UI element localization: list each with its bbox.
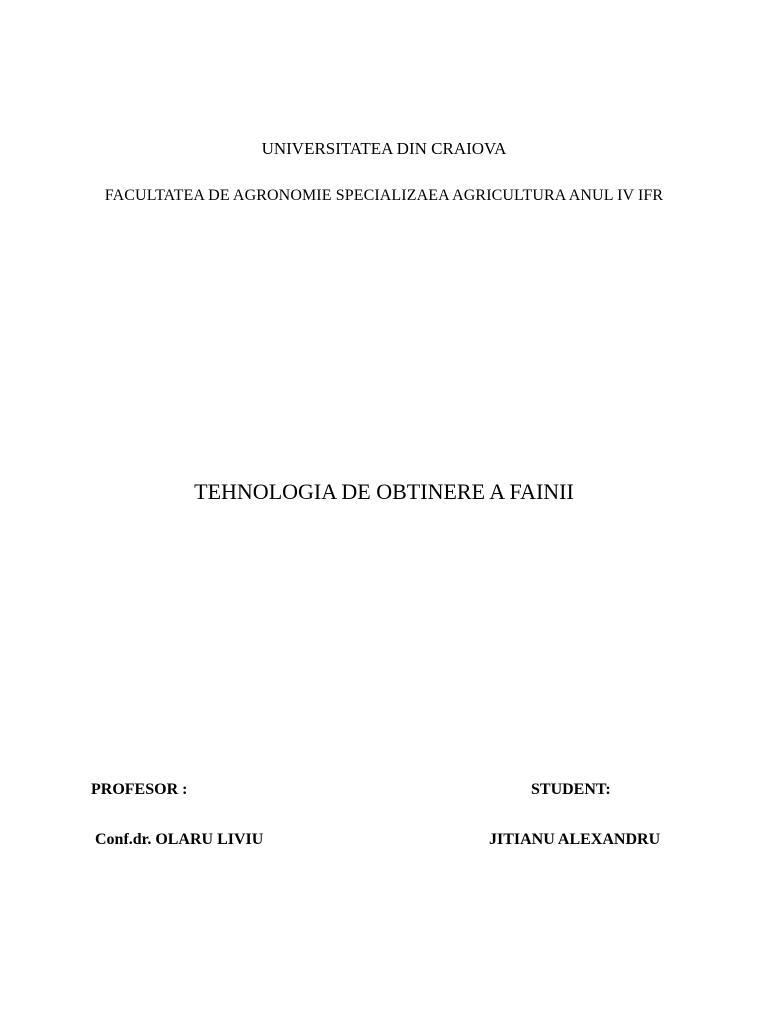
professor-name: Conf.dr. OLARU LIVIU (95, 831, 264, 848)
student-label: STUDENT: (531, 781, 611, 798)
professor-label: PROFESOR : (91, 781, 188, 798)
faculty-line: FACULTATEA DE AGRONOMIE SPECIALIZAEA AGRICULTURA ANUL IV IFR (104, 187, 664, 204)
university-name: UNIVERSITATEA DIN CRAIOVA (261, 139, 507, 158)
document-title: TEHNOLOGIA DE OBTINERE A FAINII (194, 479, 574, 504)
student-name: JITIANU ALEXANDRU (489, 831, 661, 848)
